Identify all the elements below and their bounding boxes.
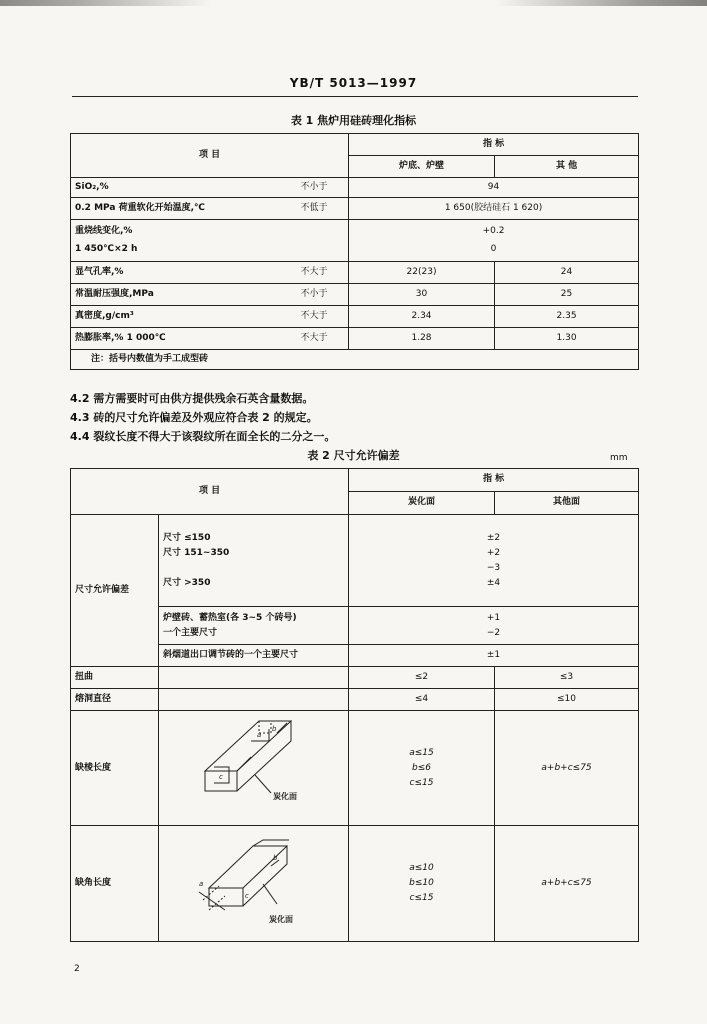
table1-value [349, 220, 639, 262]
edge-loss-sum: a+b+c≤75 [495, 711, 639, 826]
table1-cond: 不大于 [297, 306, 349, 328]
svg-text:b: b [273, 854, 278, 863]
corner-figure-label: 炭化面 [269, 915, 293, 925]
dim-flue-brick: 斜烟道出口调节砖的一个主要尺寸 [159, 645, 349, 667]
table1-header-item: 项 目 [71, 134, 349, 178]
twist-value: ≤3 [495, 667, 639, 689]
table1-value: 24 [495, 262, 639, 284]
dim-wall-value: +1 [486, 612, 501, 623]
dim-size-group [159, 515, 349, 607]
table1-cond: 不小于 [297, 178, 349, 198]
corner-loss-value: a≤10 [409, 862, 434, 873]
standard-number: YB/T 5013—1997 [289, 76, 418, 90]
table1-note: 注：括号内数值为手工成型砖 [71, 350, 639, 370]
corner-loss-values [349, 826, 495, 941]
svg-text:b: b [272, 725, 277, 733]
dim-wall-values [349, 607, 639, 645]
table1-value: 30 [349, 284, 495, 306]
edge-loss-value: c≤15 [409, 777, 434, 788]
dim-size-value: +2 [486, 547, 501, 558]
scan-edge [0, 0, 707, 6]
hole-blank [159, 689, 349, 711]
table1-cond: 不低于 [297, 198, 349, 220]
dim-wall-value: −2 [486, 627, 501, 638]
corner-loss-label: 缺角长度 [71, 826, 159, 941]
hole-label: 熔洞直径 [71, 689, 159, 711]
table1-value-line: 0 [490, 244, 497, 254]
dim-size-value: ±4 [486, 577, 501, 588]
table2 [70, 468, 639, 942]
table1-cond: 不大于 [297, 328, 349, 350]
table1-value: 25 [495, 284, 639, 306]
clause-4-2: 4.2 需方需要时可由供方提供残余石英含量数据。 [70, 392, 314, 405]
edge-loss-label: 缺棱长度 [71, 711, 159, 826]
dim-size-value: −3 [486, 562, 501, 573]
dim-size-value: ±2 [486, 532, 501, 543]
edge-loss-values [349, 711, 495, 826]
dim-tolerance-label: 尺寸允许偏差 [71, 515, 159, 667]
clause-4-3: 4.3 砖的尺寸允许偏差及外观应符合表 2 的规定。 [70, 411, 318, 424]
twist-blank [159, 667, 349, 689]
dim-flue-value: ±1 [349, 645, 639, 667]
table1-value: 1 650(胶结硅石 1 620) [349, 198, 639, 220]
edge-loss-value: b≤6 [412, 762, 431, 773]
table1 [70, 133, 639, 370]
svg-text:a: a [199, 880, 204, 889]
dim-size-line: 尺寸 >350 [163, 577, 211, 588]
svg-text:c: c [245, 892, 249, 901]
table1-header-index: 指 标 [349, 134, 639, 156]
table1-header-col1: 炉底、炉壁 [349, 156, 495, 178]
table2-caption: 表 2 尺寸允许偏差 [307, 449, 400, 462]
corner-loss-figure [159, 826, 349, 941]
twist-label: 扭曲 [71, 667, 159, 689]
corner-loss-value: c≤15 [409, 892, 434, 903]
table1-item: 0.2 MPa 荷重软化开始温度,℃ [71, 198, 297, 220]
table2-header-col2: 其他面 [495, 492, 639, 515]
dim-wall-brick [159, 607, 349, 645]
svg-text:c: c [219, 773, 223, 781]
table1-item: 热膨胀率,% 1 000℃ [71, 328, 297, 350]
clause-4-4: 4.4 裂纹长度不得大于该裂纹所在面全长的二分之一。 [70, 430, 336, 443]
table1-item-line: 1 450℃×2 h [75, 244, 138, 254]
table1-item [71, 220, 349, 262]
table1-cond: 不小于 [297, 284, 349, 306]
table1-item: 真密度,g/cm³ [71, 306, 297, 328]
table1-header-col2: 其 他 [495, 156, 639, 178]
dim-size-values [349, 515, 639, 607]
corner-loss-value: b≤10 [409, 877, 434, 888]
edge-chip-brick-drawing [159, 711, 347, 821]
table1-value: 2.35 [495, 306, 639, 328]
table1-cond: 不大于 [297, 262, 349, 284]
table2-header-index: 指 标 [349, 469, 639, 492]
table1-value: 94 [349, 178, 639, 198]
dim-size-line: 尺寸 151~350 [163, 547, 230, 558]
table1-value: 1.28 [349, 328, 495, 350]
edge-loss-value: a≤15 [409, 747, 434, 758]
corner-chip-brick-drawing [159, 826, 347, 936]
edge-figure-label: 炭化面 [273, 792, 297, 801]
dim-wall-line: 一个主要尺寸 [163, 627, 218, 638]
table1-value: 2.34 [349, 306, 495, 328]
corner-loss-sum: a+b+c≤75 [495, 826, 639, 941]
table1-value: 22(23) [349, 262, 495, 284]
svg-text:a: a [257, 731, 262, 739]
table1-item-line: 重烧线变化,% [75, 225, 133, 236]
table1-item: SiO₂,% [71, 178, 297, 198]
table2-header-col1: 炭化面 [349, 492, 495, 515]
edge-loss-figure [159, 711, 349, 826]
dim-size-line [163, 561, 344, 576]
header-rule [72, 96, 638, 97]
table2-header-item: 项 目 [71, 469, 349, 515]
table1-item: 常温耐压强度,MPa [71, 284, 297, 306]
hole-value: ≤4 [349, 689, 495, 711]
table1-value: 1.30 [495, 328, 639, 350]
table1-caption: 表 1 焦炉用硅砖理化指标 [290, 114, 417, 127]
table1-value-line: +0.2 [482, 225, 505, 236]
table2-unit: mm [610, 453, 628, 463]
page-number: 2 [74, 964, 80, 974]
dim-wall-line: 炉壁砖、蓄热室(各 3~5 个砖号) [163, 612, 297, 623]
hole-value: ≤10 [495, 689, 639, 711]
dim-size-line: 尺寸 ≤150 [163, 532, 211, 543]
twist-value: ≤2 [349, 667, 495, 689]
table1-item: 显气孔率,% [71, 262, 297, 284]
